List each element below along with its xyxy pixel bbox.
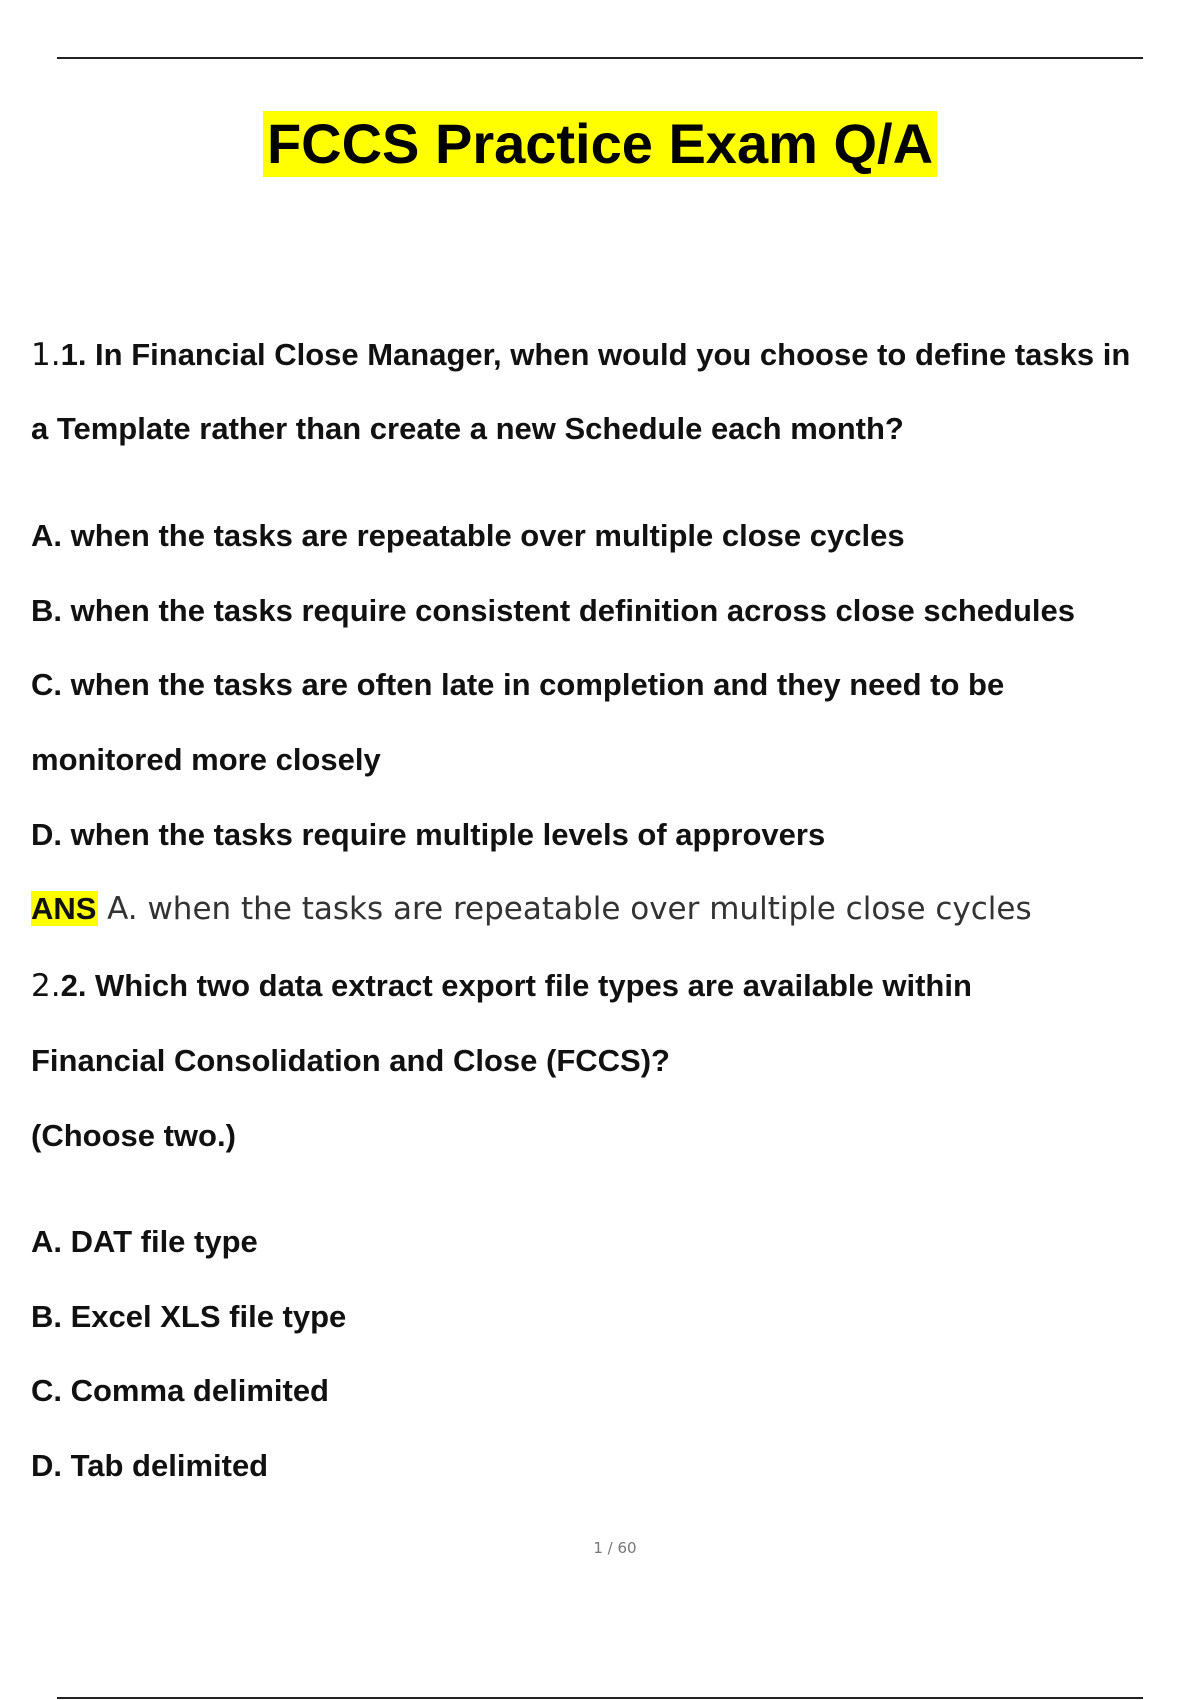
question-2-option-b: B. Excel XLS file type [31, 1299, 347, 1334]
question-1-line-2: a Template rather than create a new Schedule each month? [31, 411, 904, 446]
question-1-option-b: B. when the tasks require consistent definition across close schedules [31, 593, 1075, 628]
title-container [0, 111, 1200, 177]
question-2-option-d: D. Tab delimited [31, 1448, 269, 1483]
question-2-line-1 [31, 966, 972, 1006]
question-1-line-1 [31, 335, 1130, 375]
answer-text: A. when the tasks are repeatable over multiple close cycles [107, 891, 1032, 927]
question-2-option-c: C. Comma delimited [31, 1373, 329, 1408]
page-title: FCCS Practice Exam Q/A [263, 111, 937, 177]
bottom-rule [57, 1697, 1143, 1699]
question-1-text-1: 1. In Financial Close Manager, when would you choose to define tasks in [60, 337, 1131, 372]
page-number: 1 / 60 [593, 1539, 637, 1557]
question-2-option-a: A. DAT file type [31, 1224, 258, 1259]
question-1-option-a: A. when the tasks are repeatable over multiple close cycles [31, 518, 905, 553]
question-2-number: 2. [31, 968, 61, 1004]
answer-label: ANS [31, 891, 97, 926]
question-2-line-2: Financial Consolidation and Close (FCCS)? [31, 1043, 670, 1078]
question-2-text-1: 2. Which two data extract export file types are available within [60, 968, 972, 1003]
question-1-option-d: D. when the tasks require multiple levels of approvers [31, 817, 826, 852]
question-1-answer [31, 889, 1032, 929]
question-1-number: 1. [31, 337, 61, 373]
question-1-option-c-line-2: monitored more closely [31, 742, 381, 777]
question-2-line-3: (Choose two.) [31, 1118, 236, 1153]
question-1-option-c-line-1: C. when the tasks are often late in completion and they need to be [31, 667, 1005, 702]
top-rule [57, 57, 1143, 59]
